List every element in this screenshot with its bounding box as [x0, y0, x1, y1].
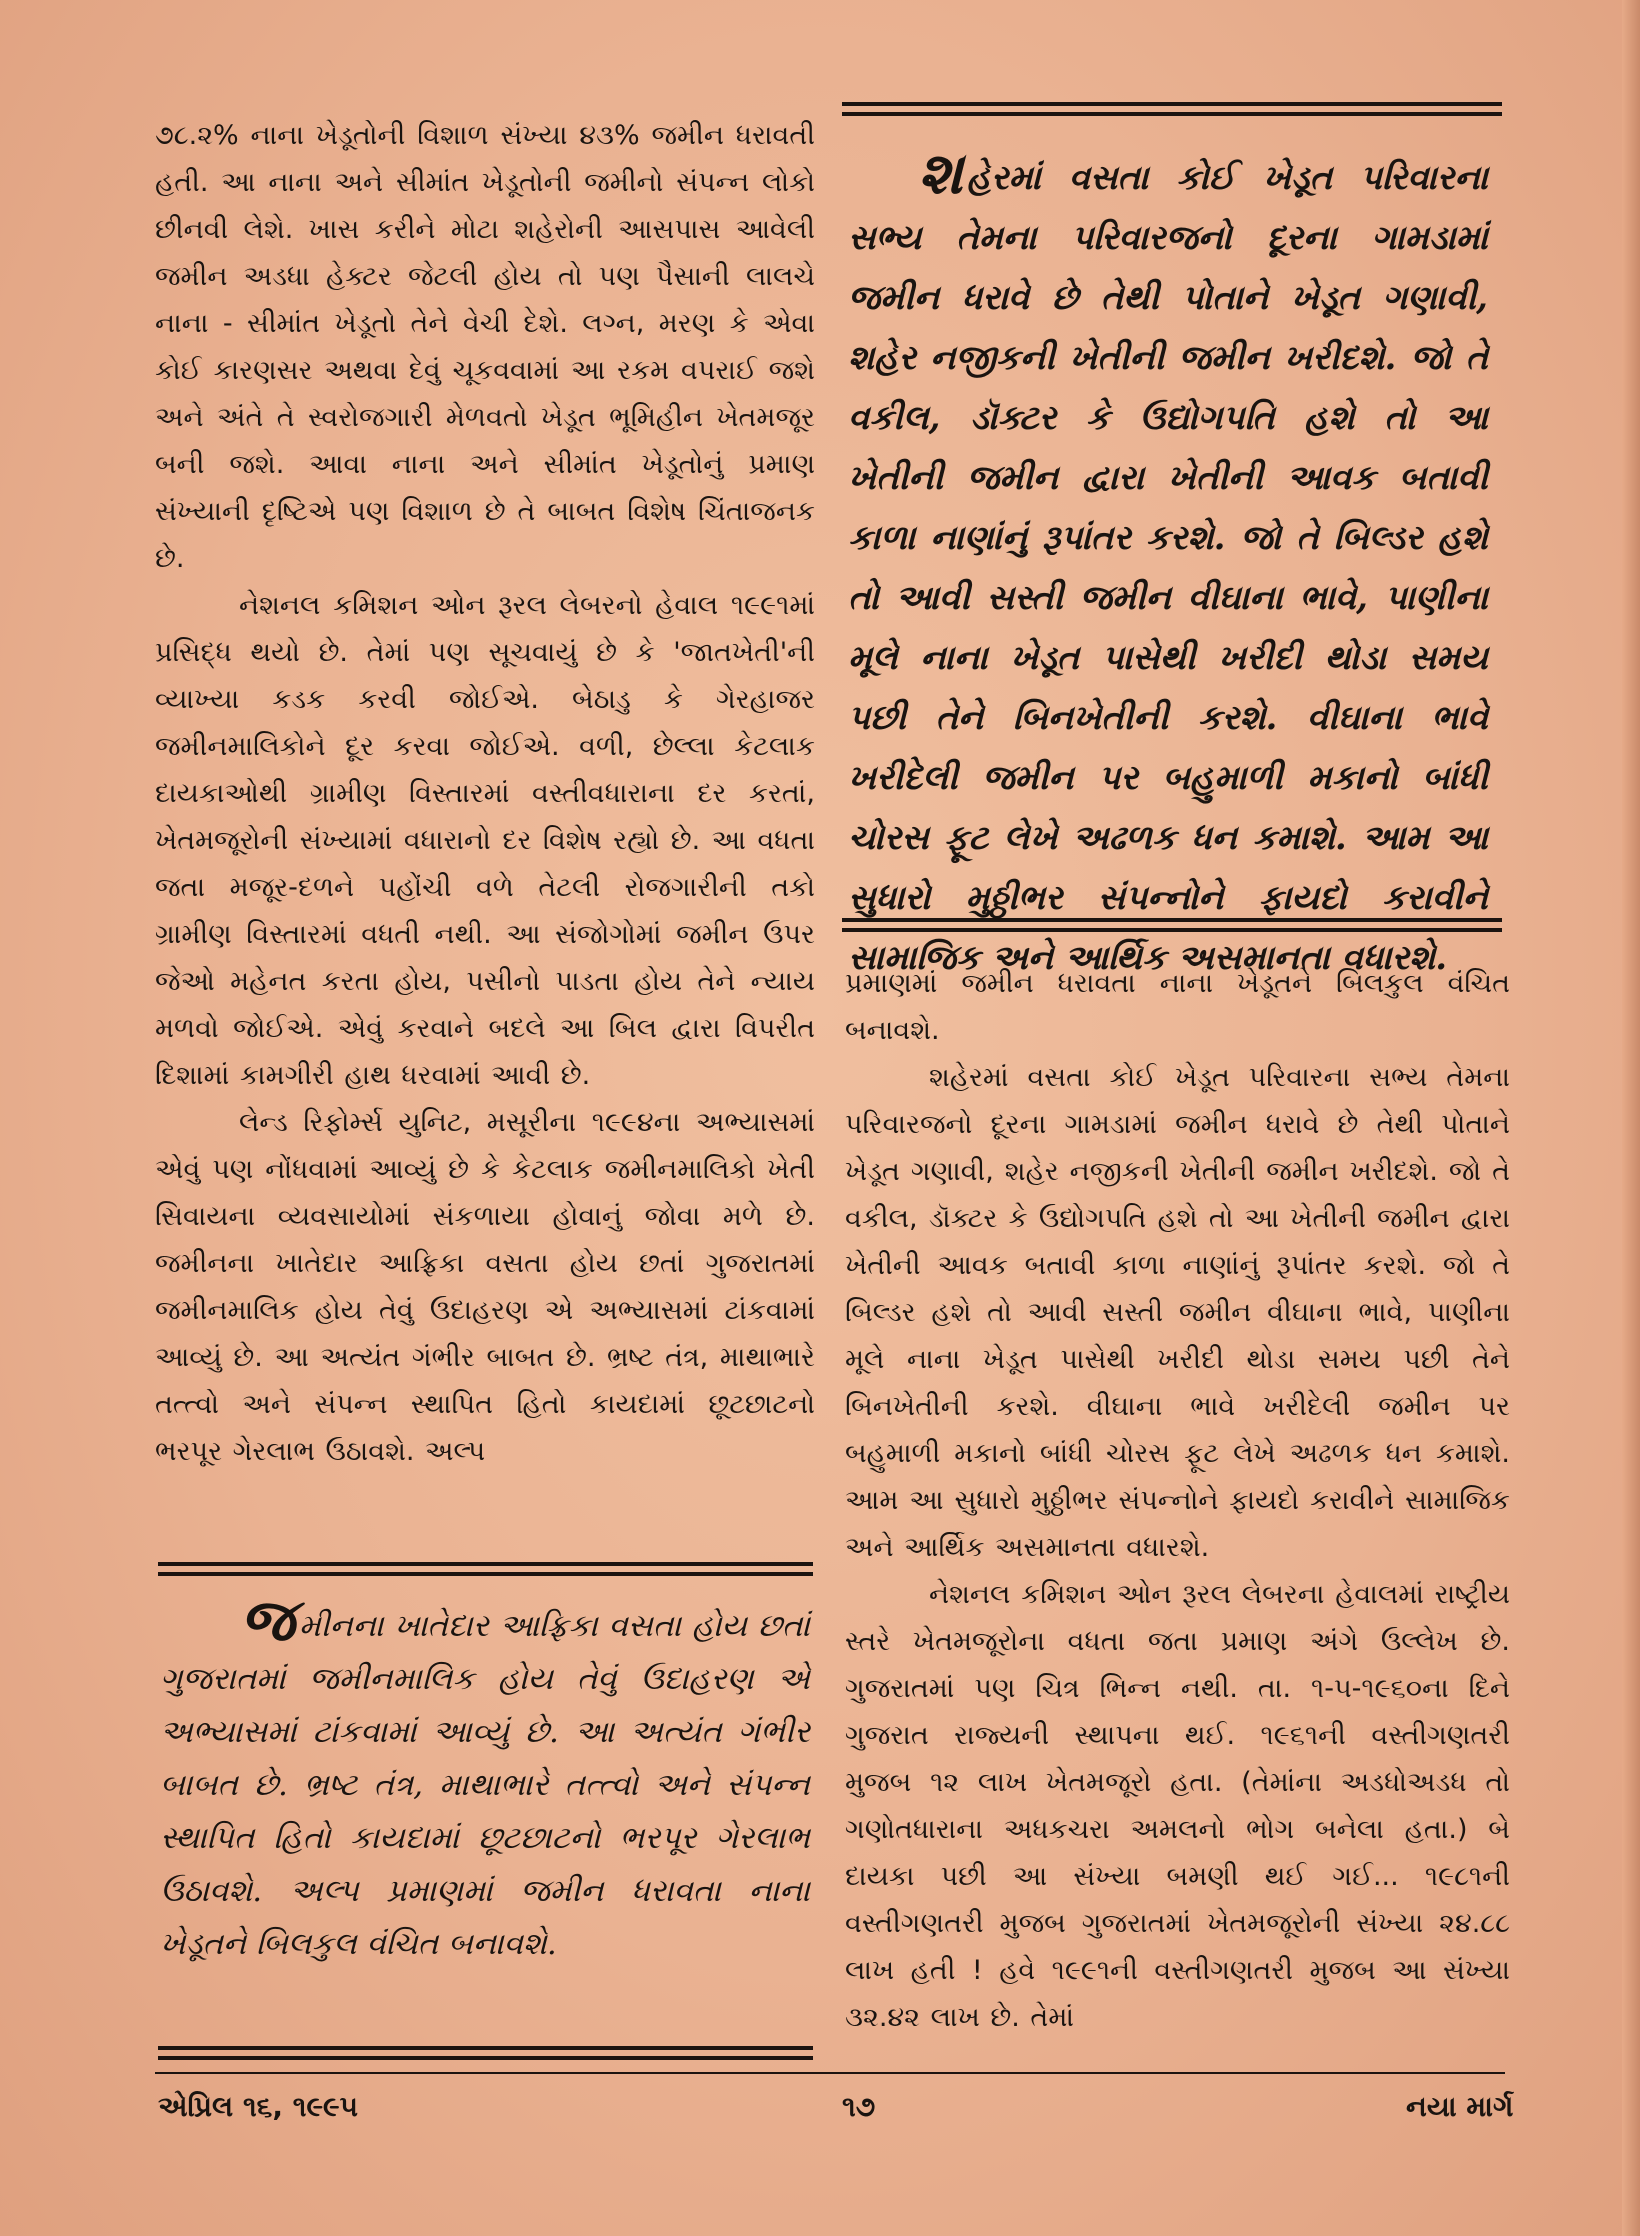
left-paragraph-3: લેન્ડ રિફોર્મ્સ યુનિટ, મસૂરીના ૧૯૯૪ના અભ્યાસમાં એવું પણ નોંધવામાં આવ્યું છે કે કેટલાક જમીનમાલિકો ખેતી સિવાયના વ્યવસાયોમાં સંકળાયા હોવાનું જોવા મળે છે. જમીનના ખાતેદાર આફ્રિકા વસતા હોય છતાં ગુજરાતમાં જમીનમાલિક હોય તેવું ઉદાહરણ એ અભ્યાસમાં ટાંકવામાં આવ્યું છે. આ અત્યંત ગંભીર બાબત છે. ભ્રષ્ટ તંત્ર, માથાભારે તત્ત્વો અને સંપન્ન સ્થાપિત હિતો કાયદામાં છૂટછાટનો ભરપૂર ગેરલાભ ઉઠાવશે. અલ્પ	[155, 1107, 815, 1467]
page-edge	[1622, 0, 1640, 2236]
right-paragraph-1: પ્રમાણમાં જમીન ધરાવતા નાના ખેડૂતને બિલકુલ વંચિત બનાવશે.	[845, 968, 1510, 1046]
pull-quote-right-bottom-rule	[842, 918, 1502, 922]
pull-quote-left	[160, 1586, 810, 1971]
pull-quote-right-body	[848, 139, 1488, 988]
left-paragraph-1: ૭૮.૨% નાના ખેડૂતોની વિશાળ સંખ્યા ૪૩% જમીન ધરાવતી હતી. આ નાના અને સીમાંત ખેડૂતોની જમીનો સંપન્ન લોકો છીનવી લેશે. ખાસ કરીને મોટા શહેરોની આસપાસ આવેલી જમીન અડધા હેક્ટર જેટલી હોય તો પણ પૈસાની લાલચે નાના - સીમાંત ખેડૂતો તેને વેચી દેશે. લગ્ન, મરણ કે એવા કોઈ કારણસર અથવા દેવું ચૂકવવામાં આ રકમ વપરાઈ જશે અને અંતે તે સ્વરોજગારી મેળવતો ખેડૂત ભૂમિહીન ખેતમજૂર બની જશે. આવા નાના અને સીમાંત ખેડૂતોનું પ્રમાણ સંખ્યાની દૃષ્ટિએ પણ વિશાળ છે તે બાબત વિશેષ ચિંતાજનક છે.	[155, 120, 815, 574]
footer-date: એપ્રિલ ૧૬, ૧૯૯૫	[158, 2090, 359, 2123]
right-paragraph-3: નેશનલ કમિશન ઓન રૂરલ લેબરના હેવાલમાં રાષ્ટ્રીય સ્તરે ખેતમજૂરોના વધતા જતા પ્રમાણ અંગે ઉલ્લેખ છે. ગુજરાતમાં પણ ચિત્ર ભિન્ન નથી. તા. ૧-૫-૧૯૬૦ના દિને ગુજરાત રાજ્યની સ્થાપના થઈ. ૧૯૬૧ની વસ્તીગણતરી મુજબ ૧૨ લાખ ખેતમજૂરો હતા. (તેમાંના અડધોઅડધ તો ગણોતધારાના અધકચરા અમલનો ભોગ બનેલા હતા.) બે દાયકા પછી આ સંખ્યા બમણી થઈ ગઈ... ૧૯૮૧ની વસ્તીગણતરી મુજબ ગુજરાતમાં ખેતમજૂરોની સંખ્યા ૨૪.૮૮ લાખ હતી ! હવે ૧૯૯૧ની વસ્તીગણતરી મુજબ આ સંખ્યા ૩૨.૪૨ લાખ છે. તેમાં	[845, 1579, 1510, 2033]
pull-quote-left-top-rule	[158, 1562, 813, 1566]
left-column	[155, 112, 815, 1475]
pull-quote-right-top-rule	[842, 102, 1502, 106]
pull-quote-left-bottom-rule-2	[158, 2056, 813, 2060]
pull-quote-right-dropcap: શ	[918, 139, 963, 207]
pull-quote-left-text: મીનના ખાતેદાર આફ્રિકા વસતા હોય છતાં ગુજરાતમાં જમીનમાલિક હોય તેવું ઉદાહરણ એ અભ્યાસમાં ટાંકવામાં આવ્યું છે. આ અત્યંત ગંભીર બાબત છે. ભ્રષ્ટ તંત્ર, માથાભારે તત્ત્વો અને સંપન્ન સ્થાપિત હિતો કાયદામાં છૂટછાટનો ભરપૂર ગેરલાભ ઉઠાવશે. અલ્પ પ્રમાણમાં જમીન ધરાવતા નાના ખેડૂતને બિલકુલ વંચિત બનાવશે.	[160, 1608, 810, 1962]
pull-quote-left-dropcap: જ	[240, 1586, 295, 1654]
right-paragraph-2: શહેરમાં વસતા કોઈ ખેડૂત પરિવારના સભ્ય તેમના પરિવારજનો દૂરના ગામડામાં જમીન ધરાવે છે તેથી પોતાને ખેડૂત ગણાવી, શહેર નજીકની ખેતીની જમીન ખરીદશે. જો તે વકીલ, ડૉક્ટર કે ઉદ્યોગપતિ હશે તો આ ખેતીની જમીન દ્વારા ખેતીની આવક બતાવી કાળા નાણાંનું રૂપાંતર કરશે. જો તે બિલ્ડર હશે તો આવી સસ્તી જમીન વીઘાના ભાવે, પાણીના મૂલે નાના ખેડૂત પાસેથી ખરીદી થોડા સમય પછી તેને બિનખેતીની કરશે. વીઘાના ભાવે ખરીદેલી જમીન પર બહુમાળી મકાનો બાંધી ચોરસ ફૂટ લેખે અઢળક ધન કમાશે. આમ આ સુધારો મુઠ્ઠીભર સંપન્નોને ફાયદો કરાવીને સામાજિક અને આર્થિક અસમાનતા વધારશે.	[845, 1062, 1510, 1563]
pull-quote-right-bottom-rule-2	[842, 928, 1502, 932]
pull-quote-right-top-rule-2	[842, 112, 1502, 116]
page-number: ૧૭	[842, 2090, 876, 2123]
pull-quote-left-top-rule-2	[158, 1572, 813, 1576]
pull-quote-left-bottom-rule	[158, 2046, 813, 2050]
right-column	[845, 960, 1510, 2041]
footer-rule	[155, 2072, 1505, 2074]
pull-quote-left-body	[160, 1586, 810, 1971]
magazine-name: નયા માર્ગ	[1406, 2090, 1514, 2123]
pull-quote-right-text: હેરમાં વસતા કોઈ ખેડૂત પરિવારના સભ્ય તેમના પરિવારજનો દૂરના ગામડામાં જમીન ધરાવે છે તેથી પોતાને ખેડૂત ગણાવી, શહેર નજીકની ખેતીની જમીન ખરીદશે. જો તે વકીલ, ડૉક્ટર કે ઉદ્યોગપતિ હશે તો આ ખેતીની જમીન દ્વારા ખેતીની આવક બતાવી કાળા નાણાંનું રૂપાંતર કરશે. જો તે બિલ્ડર હશે તો આવી સસ્તી જમીન વીઘાના ભાવે, પાણીના મૂલે નાના ખેડૂત પાસેથી ખરીદી થોડા સમય પછી તેને બિનખેતીની કરશે. વીઘાના ભાવે ખરીદેલી જમીન પર બહુમાળી મકાનો બાંધી ચોરસ ફૂટ લેખે અઢળક ધન કમાશે. આમ આ સુધારો મુઠ્ઠીભર સંપન્નોને ફાયદો કરાવીને સામાજિક અને આર્થિક અસમાનતા વધારશે.	[848, 158, 1488, 978]
left-paragraph-2: નેશનલ કમિશન ઓન રૂરલ લેબરનો હેવાલ ૧૯૯૧માં પ્રસિદ્ધ થયો છે. તેમાં પણ સૂચવાયું છે કે 'જાતખેતી'ની વ્યાખ્યા કડક કરવી જોઈએ. બેઠાડુ કે ગેરહાજર જમીનમાલિકોને દૂર કરવા જોઈએ. વળી, છેલ્લા કેટલાક દાયકાઓથી ગ્રામીણ વિસ્તારમાં વસ્તીવધારાના દર કરતાં, ખેતમજૂરોની સંખ્યામાં વધારાનો દર વિશેષ રહ્યો છે. આ વધતા જતા મજૂર-દળને પહોંચી વળે તેટલી રોજગારીની તકો ગ્રામીણ વિસ્તારમાં વધતી નથી. આ સંજોગોમાં જમીન ઉપર જેઓ મહેનત કરતા હોય, પસીનો પાડતા હોય તેને ન્યાય મળવો જોઈએ. એવું કરવાને બદલે આ બિલ દ્વારા વિપરીત દિશામાં કામગીરી હાથ ધરવામાં આવી છે.	[155, 590, 815, 1091]
pull-quote-right	[848, 139, 1488, 988]
